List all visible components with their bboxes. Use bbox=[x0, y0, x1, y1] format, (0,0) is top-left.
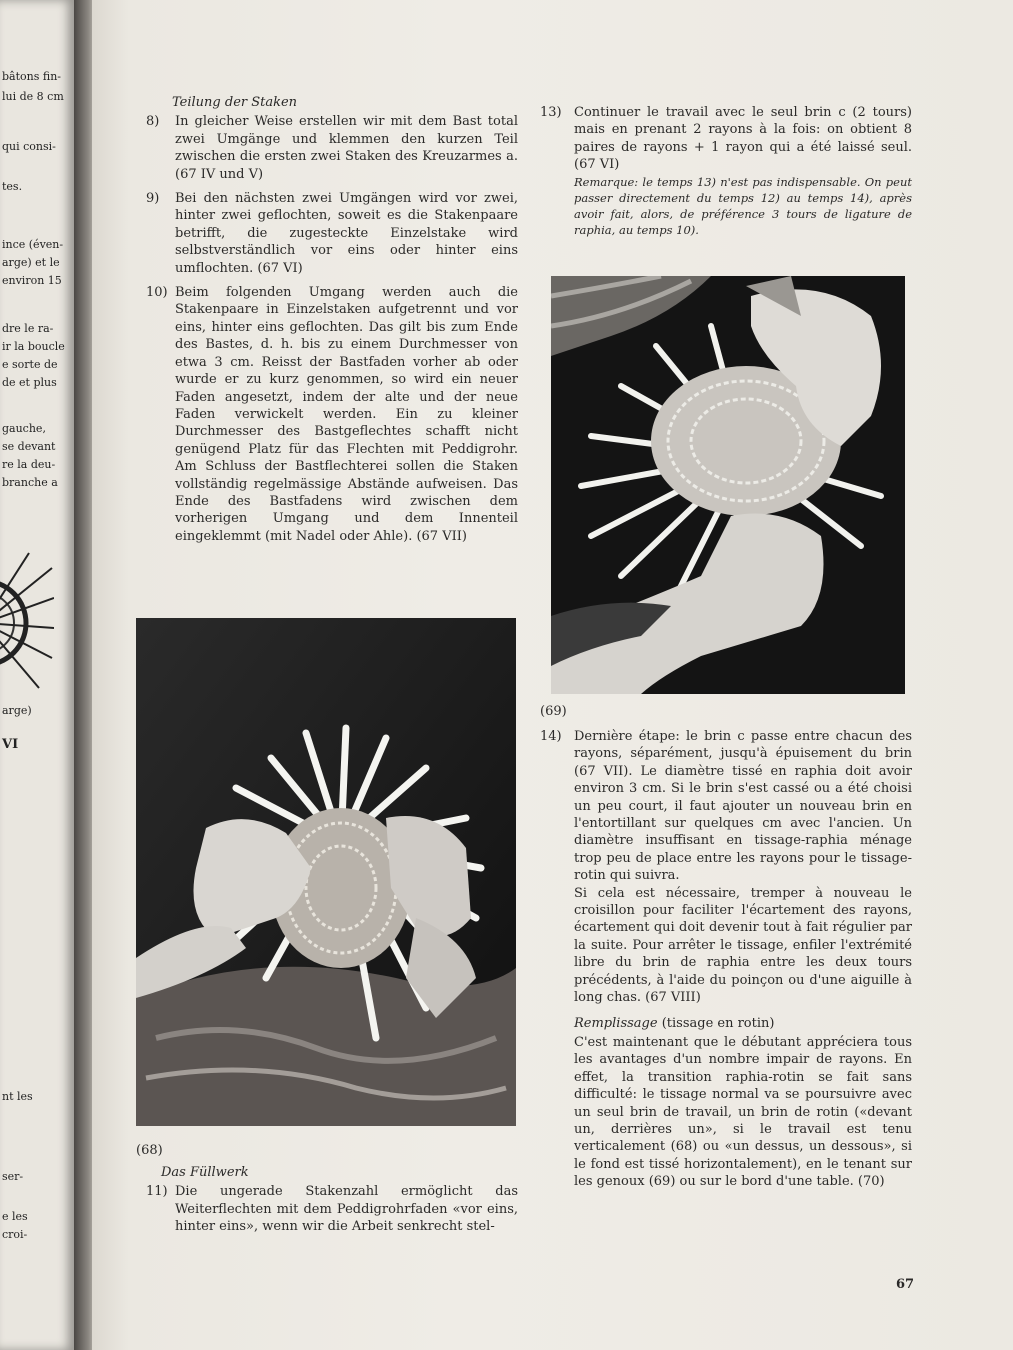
prev-page-fragment: e sorte de bbox=[2, 358, 58, 371]
prev-page-fragment: tes. bbox=[2, 180, 23, 193]
prev-page-fragment: gauche, bbox=[2, 422, 46, 435]
item-number: 8) bbox=[146, 114, 160, 130]
previous-page-edge bbox=[0, 0, 74, 1350]
prev-page-fragment: re la deu- bbox=[2, 458, 56, 471]
instruction-item bbox=[540, 728, 912, 885]
instruction-item bbox=[146, 1183, 518, 1235]
left-column-bottom bbox=[146, 1164, 518, 1243]
right-column-bottom bbox=[540, 728, 912, 1191]
section-heading bbox=[574, 1015, 912, 1032]
prev-page-fragment: de et plus bbox=[2, 376, 57, 389]
section-heading: Das Füllwerk bbox=[161, 1165, 249, 1180]
item-text: Die ungerade Stakenzahl ermöglicht das Weiterflechten mit dem Peddigrohrfaden «vor eins, hinter eins», wenn wir die Arbeit senkrecht stel- bbox=[175, 1184, 518, 1235]
section-heading-rest: (tissage en rotin) bbox=[657, 1015, 775, 1031]
item-text: Dernière étape: le brin c passe entre chacun des rayons, séparément, jusqu'à épuisement du brin (67 VII). Le diamètre tissé en raphia doit avoir environ 3 cm. Si le brin s'est cassé ou a été choisi un peu court, il faut ajouter un nouveau brin en l'entortillant sur quelques cm avec l'ancien. Un diamètre insuffisant en tissage-raphia ménage trop peu de place entre les rayons pour le tissage-rotin qui suivra. bbox=[574, 729, 912, 884]
photo-69-weaving-on-knees bbox=[551, 276, 905, 694]
photo-68-weaving-vertical bbox=[136, 618, 516, 1126]
prev-page-fragment: ir la boucle bbox=[2, 340, 65, 353]
item-text: Beim folgenden Umgang werden auch die Stakenpaare in Einzelstaken aufgetrennt und vor eins, hinter eins geflochten. Das gilt bis zum Ende des Bastes, d. h. bis zu einem Durchmesser von etwa 3 cm. Reisst der Bastfaden vorher ab oder wurde er zu kurz genommen, so wird ein neuer Faden angesetzt, indem der alte und der neue Faden verwickelt werden. Ein zu kleiner Durchmesser des Bastgeflechtes schafft nicht genügend Platz für das Flechten mit Peddigrohr. Am Schluss der Bastflechterei sollen die Staken vollständig regelmässige Abstände aufweisen. Das Ende des Bastfadens wird zwischen dem vorherigen Umgang und dem Innenteil eingeklemmt (mit Nadel oder Ahle). (67 VII) bbox=[175, 285, 518, 544]
left-column-german bbox=[146, 94, 518, 552]
figure-caption-69: (69) bbox=[540, 704, 567, 719]
prev-page-wheel-diagram bbox=[0, 548, 54, 698]
prev-page-fragment: se devant bbox=[2, 440, 56, 453]
figure-caption-68: (68) bbox=[136, 1143, 163, 1158]
prev-page-fragment: e les bbox=[2, 1210, 28, 1223]
instruction-item bbox=[146, 284, 518, 545]
prev-page-fragment: VI bbox=[2, 737, 19, 752]
instruction-item bbox=[146, 190, 518, 277]
remark-note: Remarque: le temps 13) n'est pas indispensable. On peut passer directement du temps 12) au temps 14), après avoir fait, alors, de préférence 3 tours de ligature de raphia, au temps 10). bbox=[574, 174, 912, 237]
section-heading: Teilung der Staken bbox=[172, 95, 298, 110]
item-number: 9) bbox=[146, 191, 160, 207]
prev-page-fragment: lui de 8 cm bbox=[2, 90, 64, 103]
prev-page-fragment: arge) bbox=[2, 704, 32, 717]
prev-page-fragment: ser- bbox=[2, 1170, 24, 1183]
prev-page-fragment: bâtons fin- bbox=[2, 70, 62, 83]
item-number: 11) bbox=[146, 1184, 168, 1200]
item-number: 10) bbox=[146, 285, 168, 301]
item-text: Bei den nächsten zwei Umgängen wird vor zwei, hinter zwei geflochten, soweit es die Stakenpaare betrifft, die zugesteckte Einzelstake wird selbstverständlich vor eins oder hinter eins umflochten. (67 VI) bbox=[175, 191, 518, 276]
instruction-item bbox=[540, 104, 912, 238]
photo-68-image bbox=[136, 618, 516, 1126]
item-number: 13) bbox=[540, 105, 562, 120]
prev-page-fragment: croi- bbox=[2, 1228, 28, 1241]
prev-page-fragment: arge) et le bbox=[2, 256, 60, 269]
right-column-french bbox=[540, 104, 912, 245]
prev-page-fragment: nt les bbox=[2, 1090, 33, 1103]
paragraph: C'est maintenant que le débutant appréciera tous les avantages d'un nombre impair de rayons. En effet, la transition raphia-rotin se fait sans difficulté: le tissage normal va se poursuivre avec un seul brin de travail, un brin de rotin («devant un, derrières un», si le travail est tenu verticalement (68) ou «un dessus, un dessous», si le fond est tissé horizontalement), en le tenant sur les genoux (69) ou sur le bord d'une table. (70) bbox=[574, 1034, 912, 1190]
instruction-item bbox=[146, 113, 518, 183]
prev-page-fragment: branche a bbox=[2, 476, 58, 489]
page-67 bbox=[92, 0, 1013, 1350]
paragraph: Si cela est nécessaire, tremper à nouveau le croisillon pour faciliter l'écartement des rayons, écartement qui doit devenir tout à fait régulier par la suite. Pour arrêter le tissage, enfiler l'extrémité libre du brin de raphia entre les deux tours précédents, à l'aide du poinçon ou d'une aiguille à long chas. (67 VIII) bbox=[574, 885, 912, 1006]
page-number: 67 bbox=[896, 1277, 915, 1292]
item-number: 14) bbox=[540, 729, 562, 744]
prev-page-fragment: dre le ra- bbox=[2, 322, 54, 335]
section-heading-italic: Remplissage bbox=[574, 1015, 658, 1031]
photo-69-image bbox=[551, 276, 905, 694]
item-text: Continuer le travail avec le seul brin c (2 tours) mais en prenant 2 rayons à la fois: on obtient 8 paires de rayons + 1 rayon qui a été laissé seul. (67 VI) bbox=[574, 105, 912, 173]
prev-page-fragment: qui consi- bbox=[2, 140, 56, 153]
prev-page-fragment: environ 15 bbox=[2, 274, 62, 287]
prev-page-fragment: ince (éven- bbox=[2, 238, 64, 251]
item-text: In gleicher Weise erstellen wir mit dem Bast total zwei Umgänge und klemmen den kurzen Teil zwischen die ersten zwei Staken des Kreuzarmes a. (67 IV und V) bbox=[175, 114, 518, 182]
